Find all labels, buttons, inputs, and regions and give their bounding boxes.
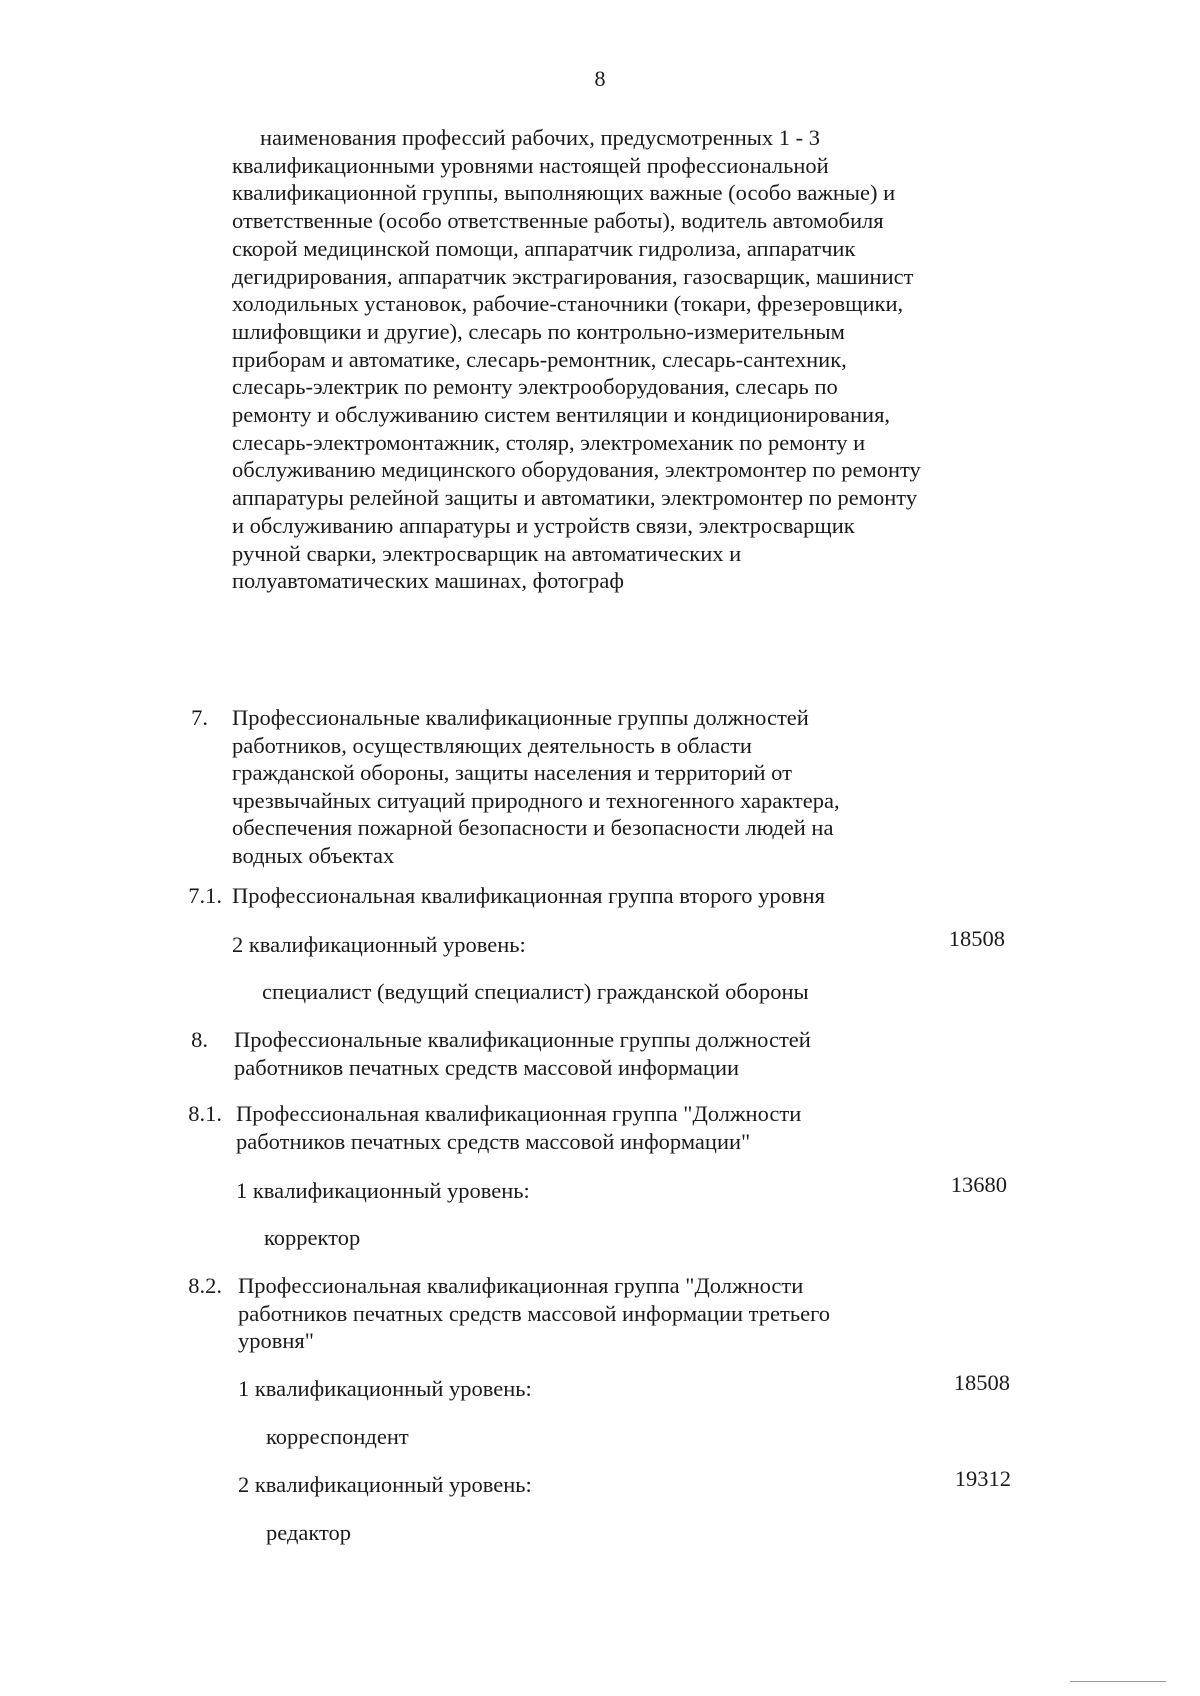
section-8-1-positions: корректор bbox=[264, 1225, 361, 1250]
section-8-2-level1-label: 1 квалификационный уровень: bbox=[238, 1376, 532, 1401]
scan-edge-line bbox=[1070, 1681, 1166, 1682]
section-7-1-positions: специалист (ведущий специалист) гражданской обороны bbox=[262, 979, 809, 1004]
section-7-1-level-label: 2 квалификационный уровень: bbox=[232, 932, 526, 957]
section-8-2-level2-value: 19312 bbox=[954, 1466, 1011, 1491]
section-8-1-number: 8.1. bbox=[188, 1101, 222, 1126]
section-8-title: Профессиональные квалификационные группы должностей работников печатных средств массовой информации bbox=[234, 1027, 811, 1080]
section-8-2-number: 8.2. bbox=[188, 1273, 222, 1298]
section-7-1-title: Профессиональная квалификационная группа второго уровня bbox=[232, 883, 825, 908]
section-8-1-level-label: 1 квалификационный уровень: bbox=[236, 1178, 530, 1203]
section-8-2-title: Профессиональная квалификационная группа "Должности работников печатных средств массовой информации третьего уровня" bbox=[238, 1273, 830, 1354]
page-number: 8 bbox=[594, 66, 606, 91]
section-8-2-level2-label: 2 квалификационный уровень: bbox=[238, 1472, 532, 1497]
section-7-title: Профессиональные квалификационные группы должностей работников, осуществляющих деятельность в области гражданской обороны, защиты населения и территорий от чрезвычайных ситуаций природного и техногенного характера, обеспечения пожарной безопасности и безопасности людей на водных объектах bbox=[232, 705, 840, 868]
section-7-1-number: 7.1. bbox=[188, 883, 222, 908]
section-8-1-title: Профессиональная квалификационная группа "Должности работников печатных средств массовой информации" bbox=[236, 1101, 802, 1154]
section-7-number: 7. bbox=[191, 705, 208, 730]
section-8-1-level-value: 13680 bbox=[950, 1172, 1007, 1197]
section-7-1-level-value: 18508 bbox=[948, 926, 1005, 951]
section-8-2-level1-positions: корреспондент bbox=[266, 1424, 409, 1449]
section-8-2-level1-value: 18508 bbox=[953, 1370, 1010, 1395]
section-8-2-level2-positions: редактор bbox=[266, 1520, 352, 1545]
section-8-number: 8. bbox=[191, 1027, 208, 1052]
professions-list-paragraph: наименования профессий рабочих, предусмотренных 1 - 3 квалификационными уровнями настоящей профессиональной квалификационной группы, выполняющих важные (особо важные) и ответственные (особо ответственные работы), водитель автомобиля скорой медицинской помощи, аппаратчик гидролиза, аппаратчик дегидрирования, аппаратчик экстрагирования, газосварщик, машинист холодильных установок, рабочие-станочники (токари, фрезеровщики, шлифовщики и другие), слесарь по контрольно-измерительным приборам и автоматике, слесарь-ремонтник, слесарь-сантехник, слесарь-электрик по ремонту электрооборудования, слесарь по ремонту и обслуживанию систем вентиляции и кондиционирования, слесарь-электромонтажник, столяр, электромеханик по ремонту и обслуживанию медицинского оборудования, электромонтер по ремонту аппаратуры релейной защиты и автоматики, электромонтер по ремонту и обслуживанию аппаратуры и устройств связи, электросварщик ручной сварки, электросварщик на автоматических и полуавтоматических машинах, фотограф bbox=[232, 125, 921, 594]
